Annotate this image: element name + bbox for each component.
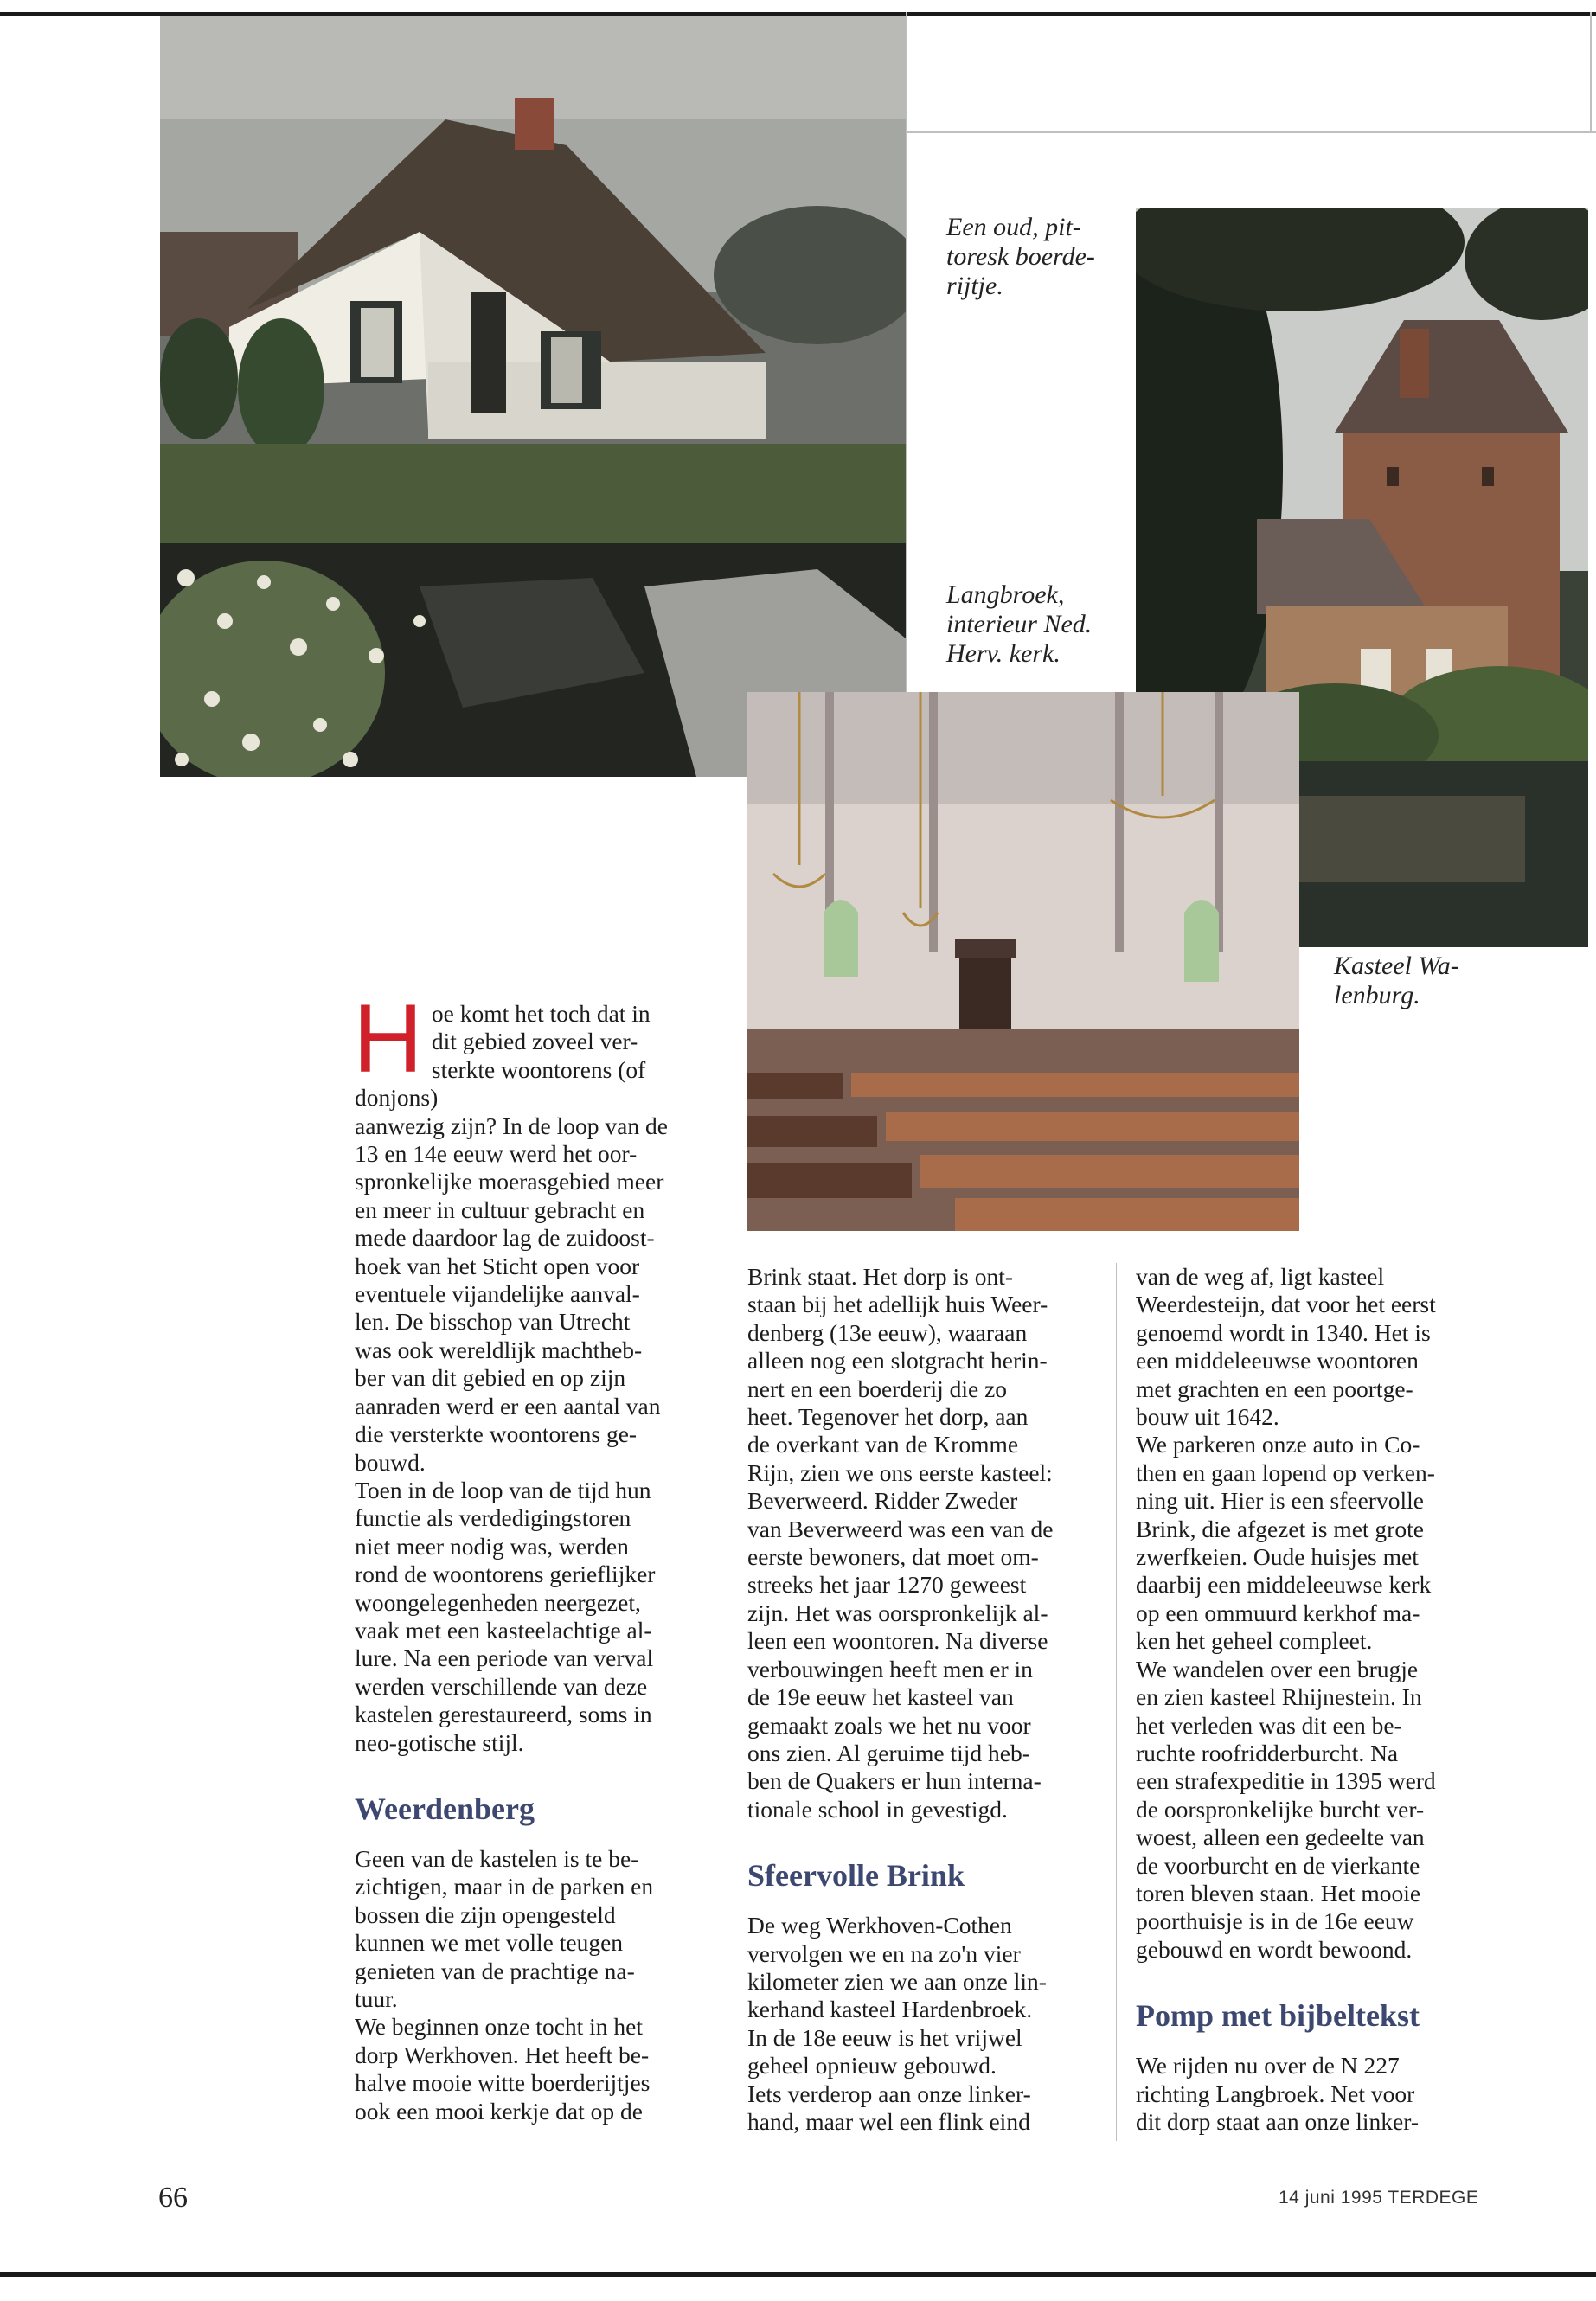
church-caption: Langbroek, interieur Ned. Herv. kerk. bbox=[946, 580, 1093, 668]
heading-sfeervolle-brink: Sfeervolle Brink bbox=[747, 1858, 965, 1894]
farm-caption: Een oud, pit- toresk boerde- rijtje. bbox=[946, 213, 1095, 300]
article-column-3 bbox=[1136, 1263, 1499, 2136]
heading-pomp-met-bijbeltekst: Pomp met bijbeltekst bbox=[1136, 1998, 1420, 2034]
caption-box-rule-right bbox=[1590, 12, 1592, 133]
church-caption-rule-left bbox=[906, 133, 907, 692]
column-divider-2 bbox=[1116, 1263, 1117, 2141]
article-column-1 bbox=[353, 984, 714, 2125]
column-2-body-continued: De weg Werkhoven-Cothen vervolgen we en na zo'n vier kilometer zien we aan onze lin- kerhand kasteel Hardenbroek. In de 18e eeuw is het vrijwel geheel opnieuw gebouwd. Iets verderop aan onze linker- hand, maar wel een flink eind bbox=[747, 1912, 1047, 2135]
issue-date-publication: 14 juni 1995 TERDEGE bbox=[1279, 2188, 1479, 2208]
caption-box-rule-left bbox=[906, 12, 907, 133]
frame-bottom-line bbox=[0, 2272, 1596, 2277]
column-3-body: van de weg af, ligt kasteel Weerdesteijn, dat voor het eerst genoemd wordt in 1340. Het is een middeleeuwse woontoren met grachten en een poortge- bouw uit 1642. We parkeren onze auto in Co- then en gaan lopend op verken- ning uit. Hier is een sfeervolle Brink, die afgezet is met grote zwerfkeien. Oude huisjes met daarbij een middeleeuwse kerk op een ommuurd kerkhof ma- ken het geheel compleet. We wandelen over een brugje en zien kasteel Rhijnestein. In het verleden was dit een be- ruchte roofridderburcht. Na een strafexpeditie in 1395 werd de oorspronkelijke burcht ver- woest, alleen een gedeelte van de voorburcht en de vierkante toren bleven staan. Het mooie poorthuisje is in de 16e eeuw gebouwd en wordt bewoond. bbox=[1136, 1263, 1436, 1963]
castle-caption: Kasteel Wa- lenburg. bbox=[1334, 952, 1459, 1009]
column-2-body: Brink staat. Het dorp is ont- staan bij het adellijk huis Weer- denberg (13e eeuw), waaraan alleen nog een slotgracht herin- nert en een boerderij die zo heet. Tegenover het dorp, aan de overkant van de Kromme Rijn, zien we ons eerste kasteel: Beverweerd. Ridder Zweder van Beverweerd was een van de eerste bewoners, dat moet om- streeks het jaar 1270 geweest zijn. Het was oorspronkelijk al- leen een woontoren. Na diverse verbouwingen heeft men er in de 19e eeuw het kasteel van gemaakt zoals we het nu voor ons zien. Al geruime tijd heb- ben de Quakers er hun interna- tionale school in gevestigd. bbox=[747, 1263, 1054, 1823]
caption-box-rule-bottom bbox=[906, 131, 1596, 133]
drop-cap: H bbox=[353, 984, 423, 1093]
farmhouse-photo bbox=[160, 16, 906, 777]
article-column-2 bbox=[747, 1263, 1106, 2136]
intro-text: oe komt het toch dat in dit gebied zoveel ver- sterkte woontorens (of donjons) aanwezig zijn? In de loop van de 13 en 14e eeuw werd het oor- spronkelijke moerasgebied meer en meer in cultuur gebracht en mede daardoor lag de zuidoost- hoek van het Sticht open voor eventuele vijandelijke aanval- len. De bisschop van Utrecht was ook wereldlijk machtheb- ber van dit gebied en op zijn aanraden werd er een aantal van die versterkte woontorens ge- bouwd. Toen in de loop van de tijd hun functie als verdedigingstoren niet meer nodig was, werden rond de woontorens gerieflijker woongelegenheden neergezet, vaak met een kasteelachtige al- lure. Na een periode van verval werden verschillende van deze kastelen gerestaureerd, soms in neo-gotische stijl. bbox=[355, 1000, 668, 1756]
column-3-body-continued: We rijden nu over de N 227 richting Langbroek. Net voor dit dorp staat aan onze linker- bbox=[1136, 2052, 1420, 2135]
intro-paragraph bbox=[353, 984, 714, 1757]
church-interior-photo bbox=[747, 692, 1299, 1231]
column-1-body: Geen van de kastelen is te be- zichtigen, maar in de parken en bossen die zijn opengesteld kunnen we met volle teugen genieten van de prachtige na- tuur. We beginnen onze tocht in het dorp Werkhoven. Het heeft be- halve mooie witte boerderijtjes ook een mooi kerkje dat op de bbox=[355, 1844, 654, 2125]
heading-weerdenberg: Weerdenberg bbox=[355, 1791, 535, 1826]
page-number: 66 bbox=[158, 2182, 188, 2214]
